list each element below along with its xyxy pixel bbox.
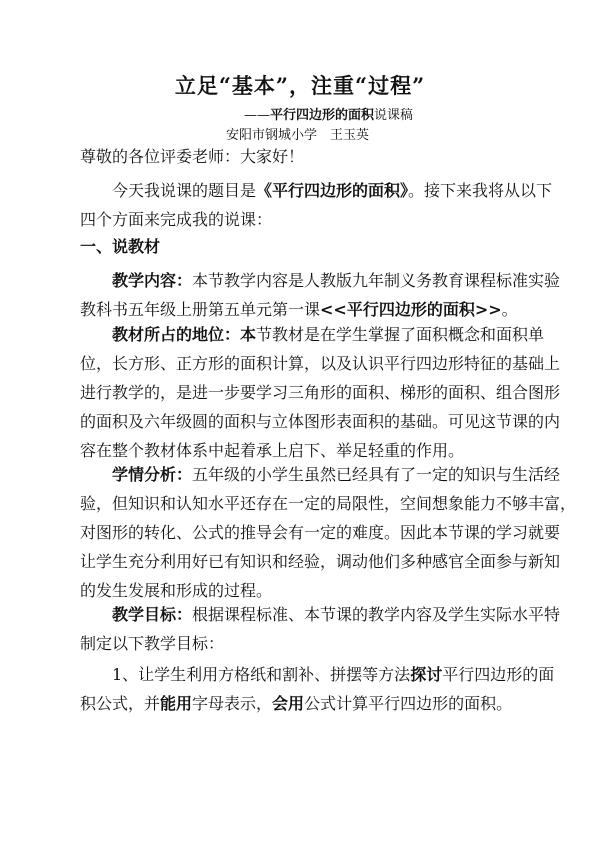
student-analysis-paragraph [80,460,577,605]
content-period: 。 [501,300,518,319]
goal1-text-5: 公式计算平行四边形的面积。 [304,694,513,713]
subtitle-type: 说课稿 [374,108,414,123]
position-line-4: 的面积及六年级圆的面积与立体图形表面积的基础。可见这节课的内 [80,412,561,431]
content-text: 本节教学内容是人教版九年制义务教育课程标准实验 [192,271,561,290]
content-lesson-title: <<平行四边形的面积>> [320,300,502,319]
goal1-text-2: 平行四边形的面 [442,665,555,684]
analysis-label: 学情分析： [112,465,193,484]
analysis-line-3: 对图形的转化、公式的推导会有一定的难度。因此本节课的学习就要 [80,523,561,542]
goal1-keyword-can-use: 能用 [160,694,193,713]
goal1-text-4: 字母表示， [192,694,273,713]
author-byline: 安阳市钢城小学 王玉英 [226,128,370,143]
greeting-line: 尊敬的各位评委老师：大家好！ [80,147,305,166]
greeting [80,142,520,171]
teaching-goals-paragraph [80,600,561,658]
goals-text: 根据课程标准、本节课的教学内容及学生实际水平特 [192,605,561,624]
position-line-1 [80,320,545,349]
goal1-text-3: 积公式，并 [80,694,161,713]
goal1-keyword-explore: 探讨 [410,665,443,684]
intro-line-1 [80,176,553,205]
teaching-content-paragraph [80,266,561,324]
intro-topic: 《平行四边形的面积》 [256,181,409,200]
section-heading [80,232,520,261]
position-line-3: 进行教学的，是进一步要学习三角形的面积、梯形的面积、组合图形 [80,383,561,402]
position-bold-char: 本 [240,325,257,344]
goal-1-paragraph [80,660,555,718]
section-1-heading: 一、说教材 [80,237,161,256]
goal1-text: 1、让学生利用方格纸和割补、拼摆等方法 [112,665,411,684]
goals-line-2: 制定以下教学目标： [80,634,225,653]
content-line-1 [80,266,561,295]
intro-text: 今天我说课的题目是 [112,181,257,200]
position-line-2: 位，长方形、正方形的面积计算，以及认识平行四边形特征的基础上 [80,354,561,373]
position-label: 教材所占的地位： [112,325,241,344]
goal1-line-2 [80,689,520,718]
analysis-line-5: 的发生发展和形成的过程。 [80,581,273,600]
content-label: 教学内容： [112,271,193,290]
position-text: 节教材是在学生掌握了面积概念和面积单 [256,325,545,344]
goal1-keyword-apply: 会用 [272,694,305,713]
subtitle-dash: —— [244,108,270,123]
analysis-text: 五年级的小学生虽然已经具有了一定的知识与生活经 [192,465,561,484]
material-position-paragraph [80,320,561,465]
intro-line-2: 四个方面来完成我的说课： [80,210,273,229]
intro-paragraph [80,176,553,234]
position-line-5: 容在整个教材体系中起着承上启下、举足轻重的作用。 [80,441,465,460]
goal1-line-1 [80,660,555,689]
analysis-line-1 [80,460,561,489]
page-title: 立足“基本”，注重“过程” [174,73,426,98]
analysis-line-4: 让学生充分利用好已有知识和经验，调动他们多种感官全面参与新知 [80,552,561,571]
subtitle [244,104,413,123]
intro-text-end: 。接下来我将从以下 [408,181,553,200]
goals-label: 教学目标： [112,605,193,624]
goals-line-1 [80,600,561,629]
analysis-line-2: 验，但知识和认知水平还存在一定的局限性，空间想象能力不够丰富， [80,494,577,513]
subtitle-topic: 平行四边形的面积 [270,108,375,123]
content-text-2: 教科书五年级上册第五单元第一课 [80,300,321,319]
